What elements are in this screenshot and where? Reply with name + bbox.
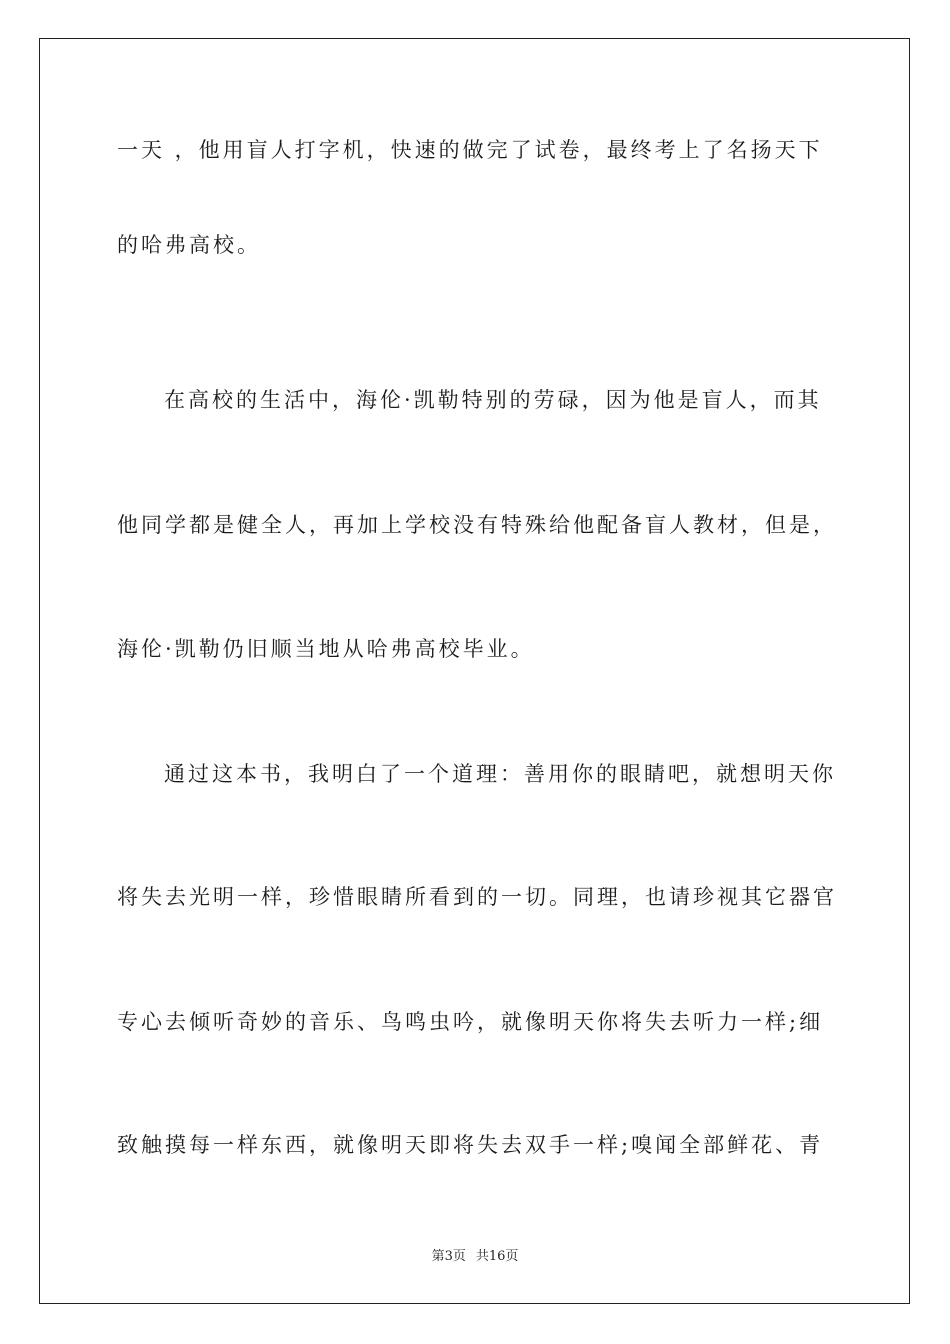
- text-line-5: 海伦·凯勒仍旧顺当地从哈弗高校毕业。: [117, 637, 535, 661]
- text-line-1: 一天 ，他用盲人打字机，快速的做完了试卷，最终考上了名扬天下: [117, 138, 823, 162]
- page-total: 共16页: [475, 1249, 519, 1264]
- text-line-6: 通过这本书，我明白了一个道理：善用你的眼睛吧，就想明天你: [164, 762, 836, 786]
- text-line-2: 的哈弗高校。: [117, 233, 261, 257]
- text-line-4: 他同学都是健全人，再加上学校没有特殊给他配备盲人教材，但是，: [117, 513, 837, 537]
- page-footer: [0, 1248, 950, 1266]
- page-number: 第3页: [431, 1249, 466, 1264]
- page-border: [39, 38, 910, 1304]
- text-line-3: 在高校的生活中，海伦·凯勒特别的劳碌，因为他是盲人，而其: [164, 388, 822, 412]
- text-line-7: 将失去光明一样，珍惜眼睛所看到的一切。同理，也请珍视其它器官: [117, 885, 837, 909]
- text-line-8: 专心去倾听奇妙的音乐、鸟鸣虫吟，就像明天你将失去听力一样;细: [117, 1010, 824, 1034]
- text-line-9: 致触摸每一样东西，就像明天即将失去双手一样;嗅闻全部鲜花、青: [117, 1133, 824, 1157]
